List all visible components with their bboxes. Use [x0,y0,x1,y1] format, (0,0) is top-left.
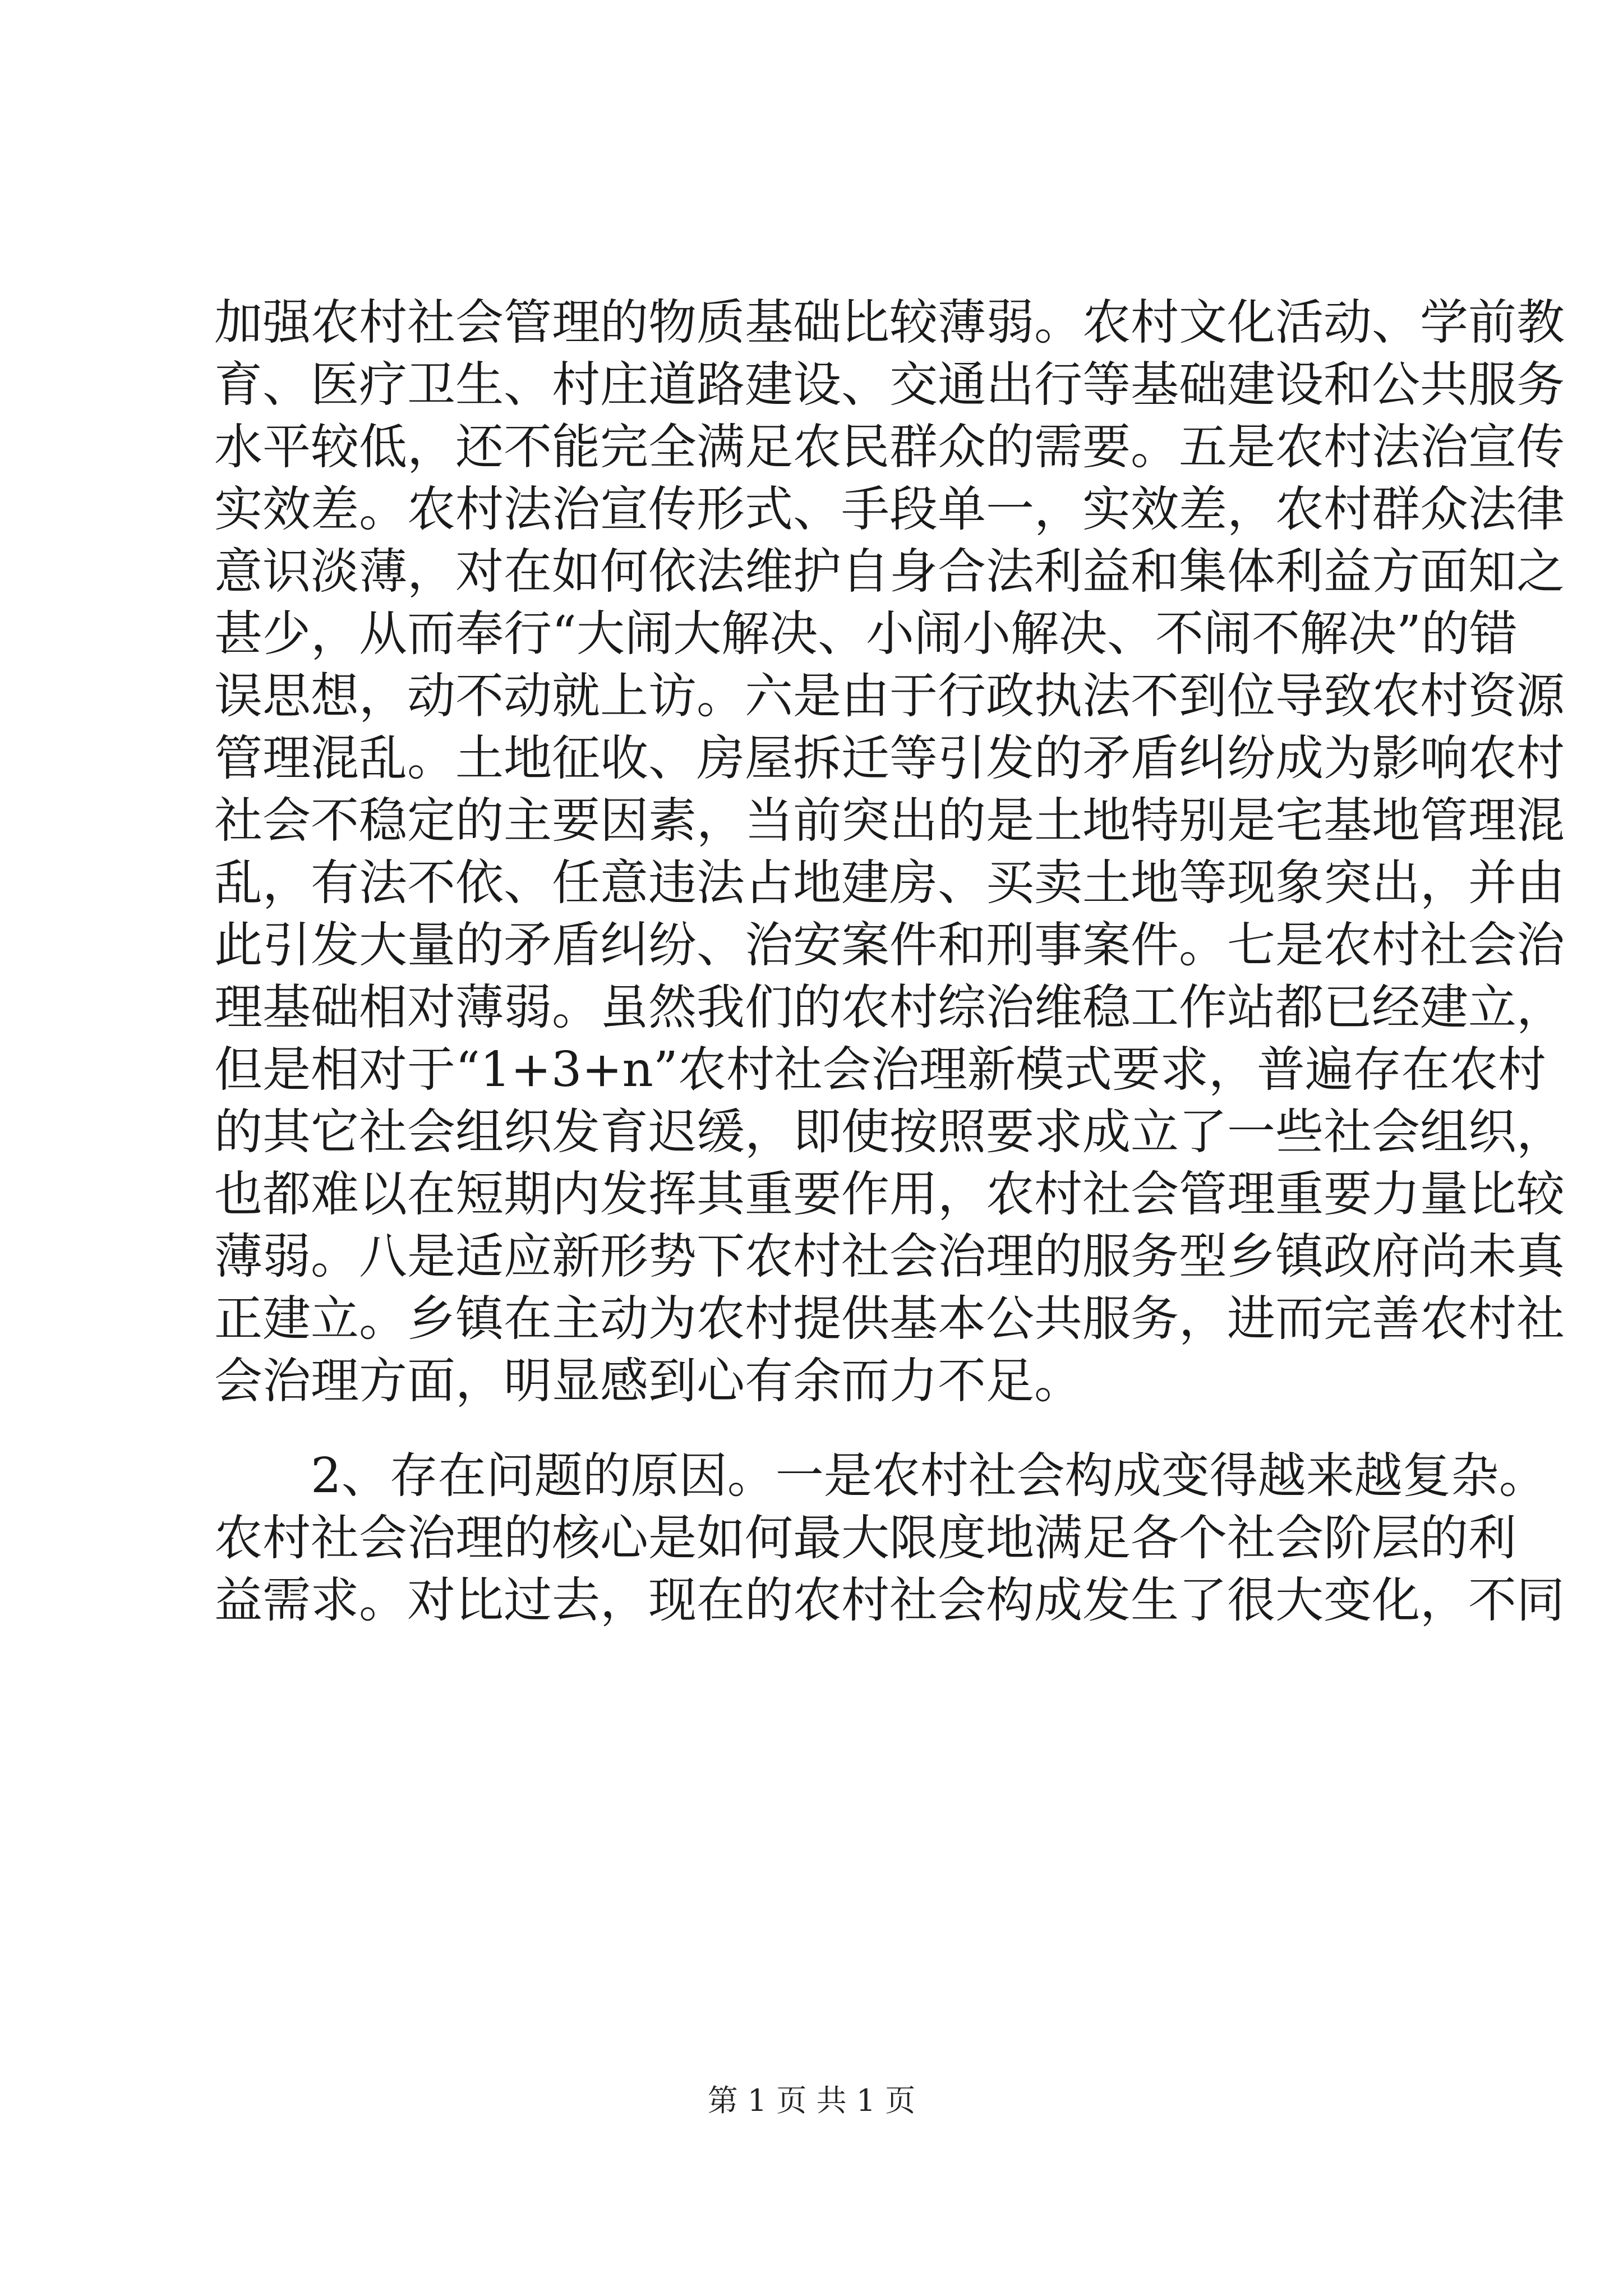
text-line: 但是相对于“1+3+n”农村社会治理新模式要求，普遍存在农村 [214,1042,1546,1098]
text-line: 意识淡薄，对在如何依法维护自身合法利益和集体利益方面知之 [214,544,1565,600]
page-footer: 第 1 页 共 1 页 [707,2083,916,2118]
paragraph-1 [214,292,1565,1412]
text-line: 社会不稳定的主要因素，当前突出的是土地特别是宅基地管理混 [214,793,1565,849]
text-line: 甚少，从而奉行“大闹大解决、小闹小解决、不闹不解决”的错 [214,606,1518,662]
text-line: 水平较低，还不能完全满足农民群众的需要。五是农村法治宣传 [214,419,1565,475]
text-line: 误思想，动不动就上访。六是由于行政执法不到位导致农村资源 [214,668,1565,724]
text-line: 薄弱。八是适应新形势下农村社会治理的服务型乡镇政府尚未真 [214,1228,1565,1285]
paragraph-2 [214,1445,1565,1632]
text-line: 管理混乱。土地征收、房屋拆迁等引发的矛盾纠纷成为影响农村 [214,730,1565,786]
paragraph-gap [214,1412,1414,1445]
text-line: 也都难以在短期内发挥其重要作用，农村社会管理重要力量比较 [214,1166,1565,1222]
text-line: 理基础相对薄弱。虽然我们的农村综治维稳工作站都已经建立， [214,979,1565,1036]
text-line: 育、医疗卫生、村庄道路建设、交通出行等基础建设和公共服务 [214,357,1565,413]
text-line: 2、存在问题的原因。一是农村社会构成变得越来越复杂。 [214,1448,1547,1504]
text-line: 益需求。对比过去，现在的农村社会构成发生了很大变化，不同 [214,1572,1565,1628]
text-line: 的其它社会组织发育迟缓，即使按照要求成立了一些社会组织， [214,1104,1565,1160]
text-line: 此引发大量的矛盾纠纷、治安案件和刑事案件。七是农村社会治 [214,917,1565,973]
text-line: 乱，有法不依、任意违法占地建房、买卖土地等现象突出，并由 [214,855,1565,911]
text-line: 会治理方面，明显感到心有余而力不足。 [214,1353,1082,1409]
document-body [214,292,1565,1632]
text-line: 实效差。农村法治宣传形式、手段单一，实效差，农村群众法律 [214,481,1565,537]
text-line: 农村社会治理的核心是如何最大限度地满足各个社会阶层的利 [214,1510,1516,1566]
text-line: 加强农村社会管理的物质基础比较薄弱。农村文化活动、学前教 [214,295,1565,351]
text-line: 正建立。乡镇在主动为农村提供基本公共服务，进而完善农村社 [214,1291,1565,1347]
